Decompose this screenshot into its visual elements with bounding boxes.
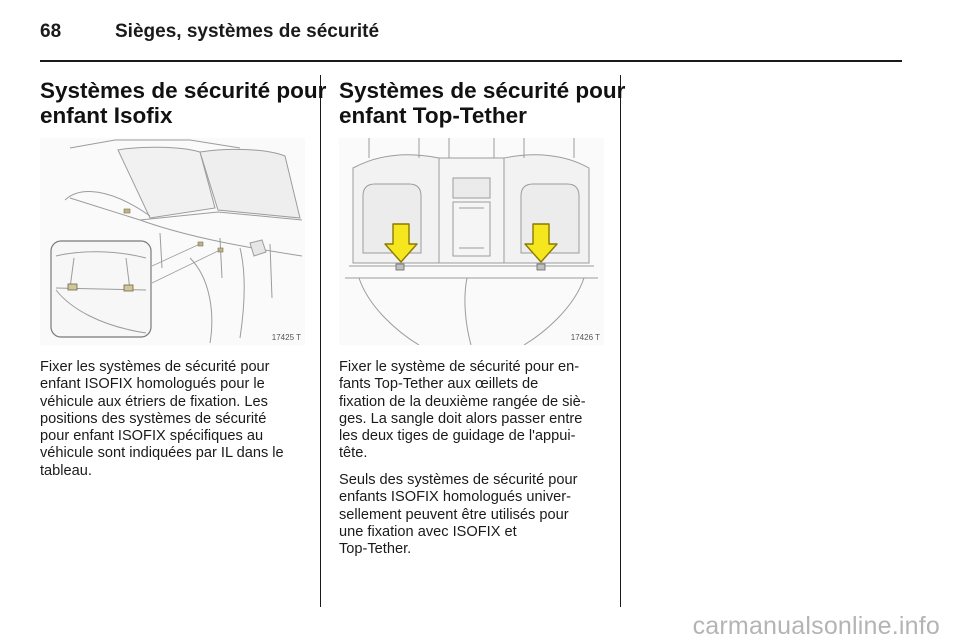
- column-divider-2: [620, 75, 621, 607]
- isofix-heading: Systèmes de sécurité pour enfant Isofix: [40, 78, 327, 128]
- top-tether-paragraph-2: Seuls des systèmes de sécurité pour enfants ISOFIX homologués univer- sellement peuvent être utilisés pour une fixation avec ISOFIX et Top-Tether.: [339, 472, 578, 558]
- header-rule: [40, 60, 902, 62]
- isofix-figure-code: 17425 T: [271, 333, 301, 342]
- page-number: 68: [40, 21, 62, 42]
- chapter-title: Sièges, systèmes de sécurité: [115, 21, 380, 42]
- column-divider-1: [320, 75, 321, 607]
- isofix-seat-illustration: [40, 138, 305, 345]
- top-tether-paragraph-1: Fixer le système de sécurité pour en- fants Top-Tether aux œillets de fixation de la deuxième rangée de siè- ges. La sangle doit alors passer entre les deux tiges de guidage de l'appui- tête.: [339, 359, 586, 462]
- top-tether-figure-code: 17426 T: [570, 333, 600, 342]
- isofix-paragraph: Fixer les systèmes de sécurité pour enfant ISOFIX homologués pour le véhicule aux étriers de fixation. Les positions des systèmes de sécurité pour enfant ISOFIX spécifiques au véhicule sont indiquées par IL dans le tableau.: [40, 359, 284, 479]
- top-tether-seat-illustration: [339, 138, 604, 345]
- top-tether-heading: Systèmes de sécurité pour enfant Top-Tether: [339, 78, 626, 128]
- watermark: carmanualsonline.info: [692, 612, 940, 640]
